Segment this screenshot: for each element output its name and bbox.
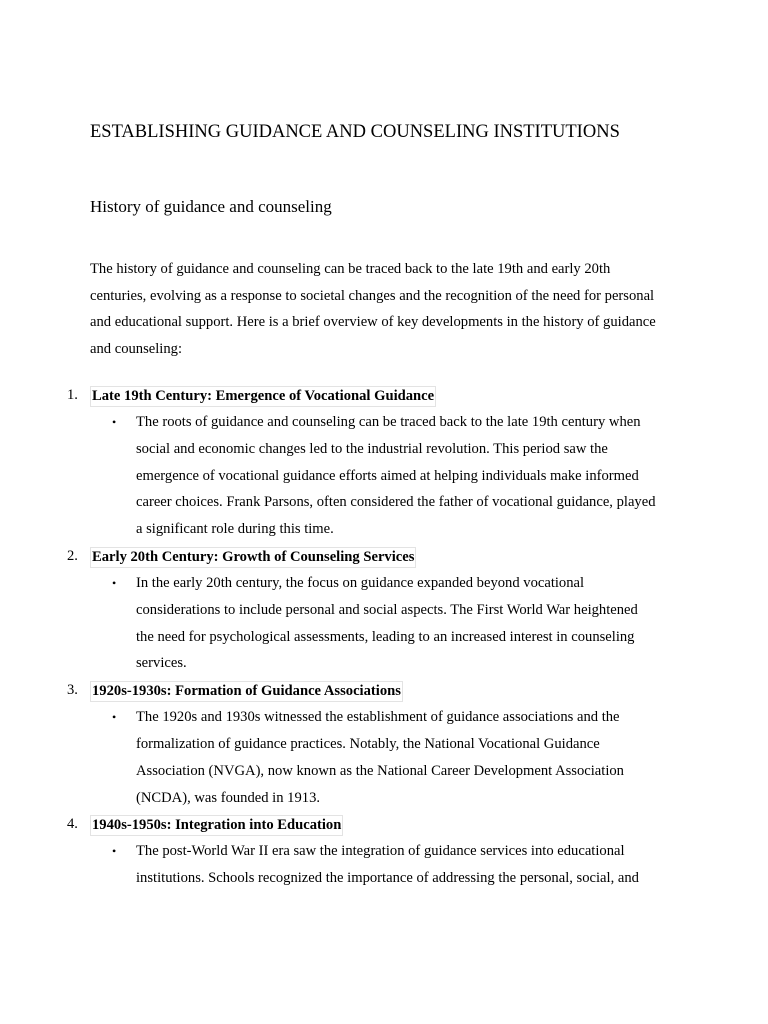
history-list (0, 382, 768, 892)
text-line: social and economic changes led to the industrial revolution. This period saw the (136, 440, 608, 457)
document-title: ESTABLISHING GUIDANCE AND COUNSELING INSTITUTIONS (90, 122, 620, 142)
list-number: 2. (67, 547, 78, 564)
text-line: a significant role during this time. (136, 521, 334, 538)
text-line: The roots of guidance and counseling can be traced back to the late 19th century when (136, 414, 641, 430)
bullet-icon: • (112, 575, 117, 590)
intro-paragraph (90, 256, 682, 363)
list-number: 3. (67, 682, 78, 699)
list-item (0, 811, 768, 892)
list-item-title: Early 20th Century: Growth of Counseling Services (90, 547, 416, 568)
list-item-title: 1920s-1930s: Formation of Guidance Associations (90, 681, 403, 702)
bullet-icon: • (112, 844, 117, 859)
list-item-heading (0, 677, 768, 704)
text-line: In the early 20th century, the focus on guidance expanded beyond vocational (136, 574, 585, 591)
bullet-icon: • (112, 710, 117, 725)
text-line: The 1920s and 1930s witnessed the establishment of guidance associations and the (136, 709, 620, 726)
list-item (0, 382, 768, 543)
bullet-text (136, 704, 696, 811)
text-line: (NCDA), was founded in 1913. (136, 789, 321, 806)
list-item-title: 1940s-1950s: Integration into Education (90, 815, 343, 836)
text-line: considerations to include personal and social aspects. The First World War heightened (136, 601, 638, 618)
text-line: formalization of guidance practices. Notably, the National Vocational Guidance (136, 735, 600, 752)
text-line: The post-World War II era saw the integration of guidance services into educational (136, 843, 625, 860)
list-item-title: Late 19th Century: Emergence of Vocational Guidance (90, 386, 436, 407)
intro-line: and counseling: (90, 341, 183, 358)
section-heading: History of guidance and counseling (90, 197, 332, 216)
bullet-point (0, 570, 768, 677)
bullet-point (0, 838, 768, 892)
text-line: the need for psychological assessments, leading to an increased interest in counseling (136, 628, 635, 645)
list-item-heading (0, 543, 768, 570)
text-line: Association (NVGA), now known as the National Career Development Association (136, 762, 624, 779)
bullet-text (136, 409, 696, 543)
bullet-text (136, 570, 696, 677)
list-item (0, 677, 768, 811)
list-item (0, 543, 768, 677)
list-number: 1. (67, 387, 78, 403)
text-line: institutions. Schools recognized the importance of addressing the personal, social, and (136, 870, 639, 887)
text-line: career choices. Frank Parsons, often considered the father of vocational guidance, played (136, 494, 656, 511)
intro-line: and educational support. Here is a brief overview of key developments in the history of guidance (90, 314, 656, 331)
text-line: services. (136, 655, 187, 672)
text-line: emergence of vocational guidance efforts aimed at helping individuals make informed (136, 467, 639, 484)
list-item-heading (0, 382, 768, 409)
bullet-point (0, 409, 768, 543)
bullet-point (0, 704, 768, 811)
list-item-heading (0, 811, 768, 838)
bullet-text (136, 838, 696, 892)
bullet-icon: • (112, 415, 117, 429)
list-number: 4. (67, 816, 78, 833)
intro-line: The history of guidance and counseling can be traced back to the late 19th and early 20th (90, 261, 611, 277)
intro-line: centuries, evolving as a response to societal changes and the recognition of the need for personal (90, 287, 655, 304)
